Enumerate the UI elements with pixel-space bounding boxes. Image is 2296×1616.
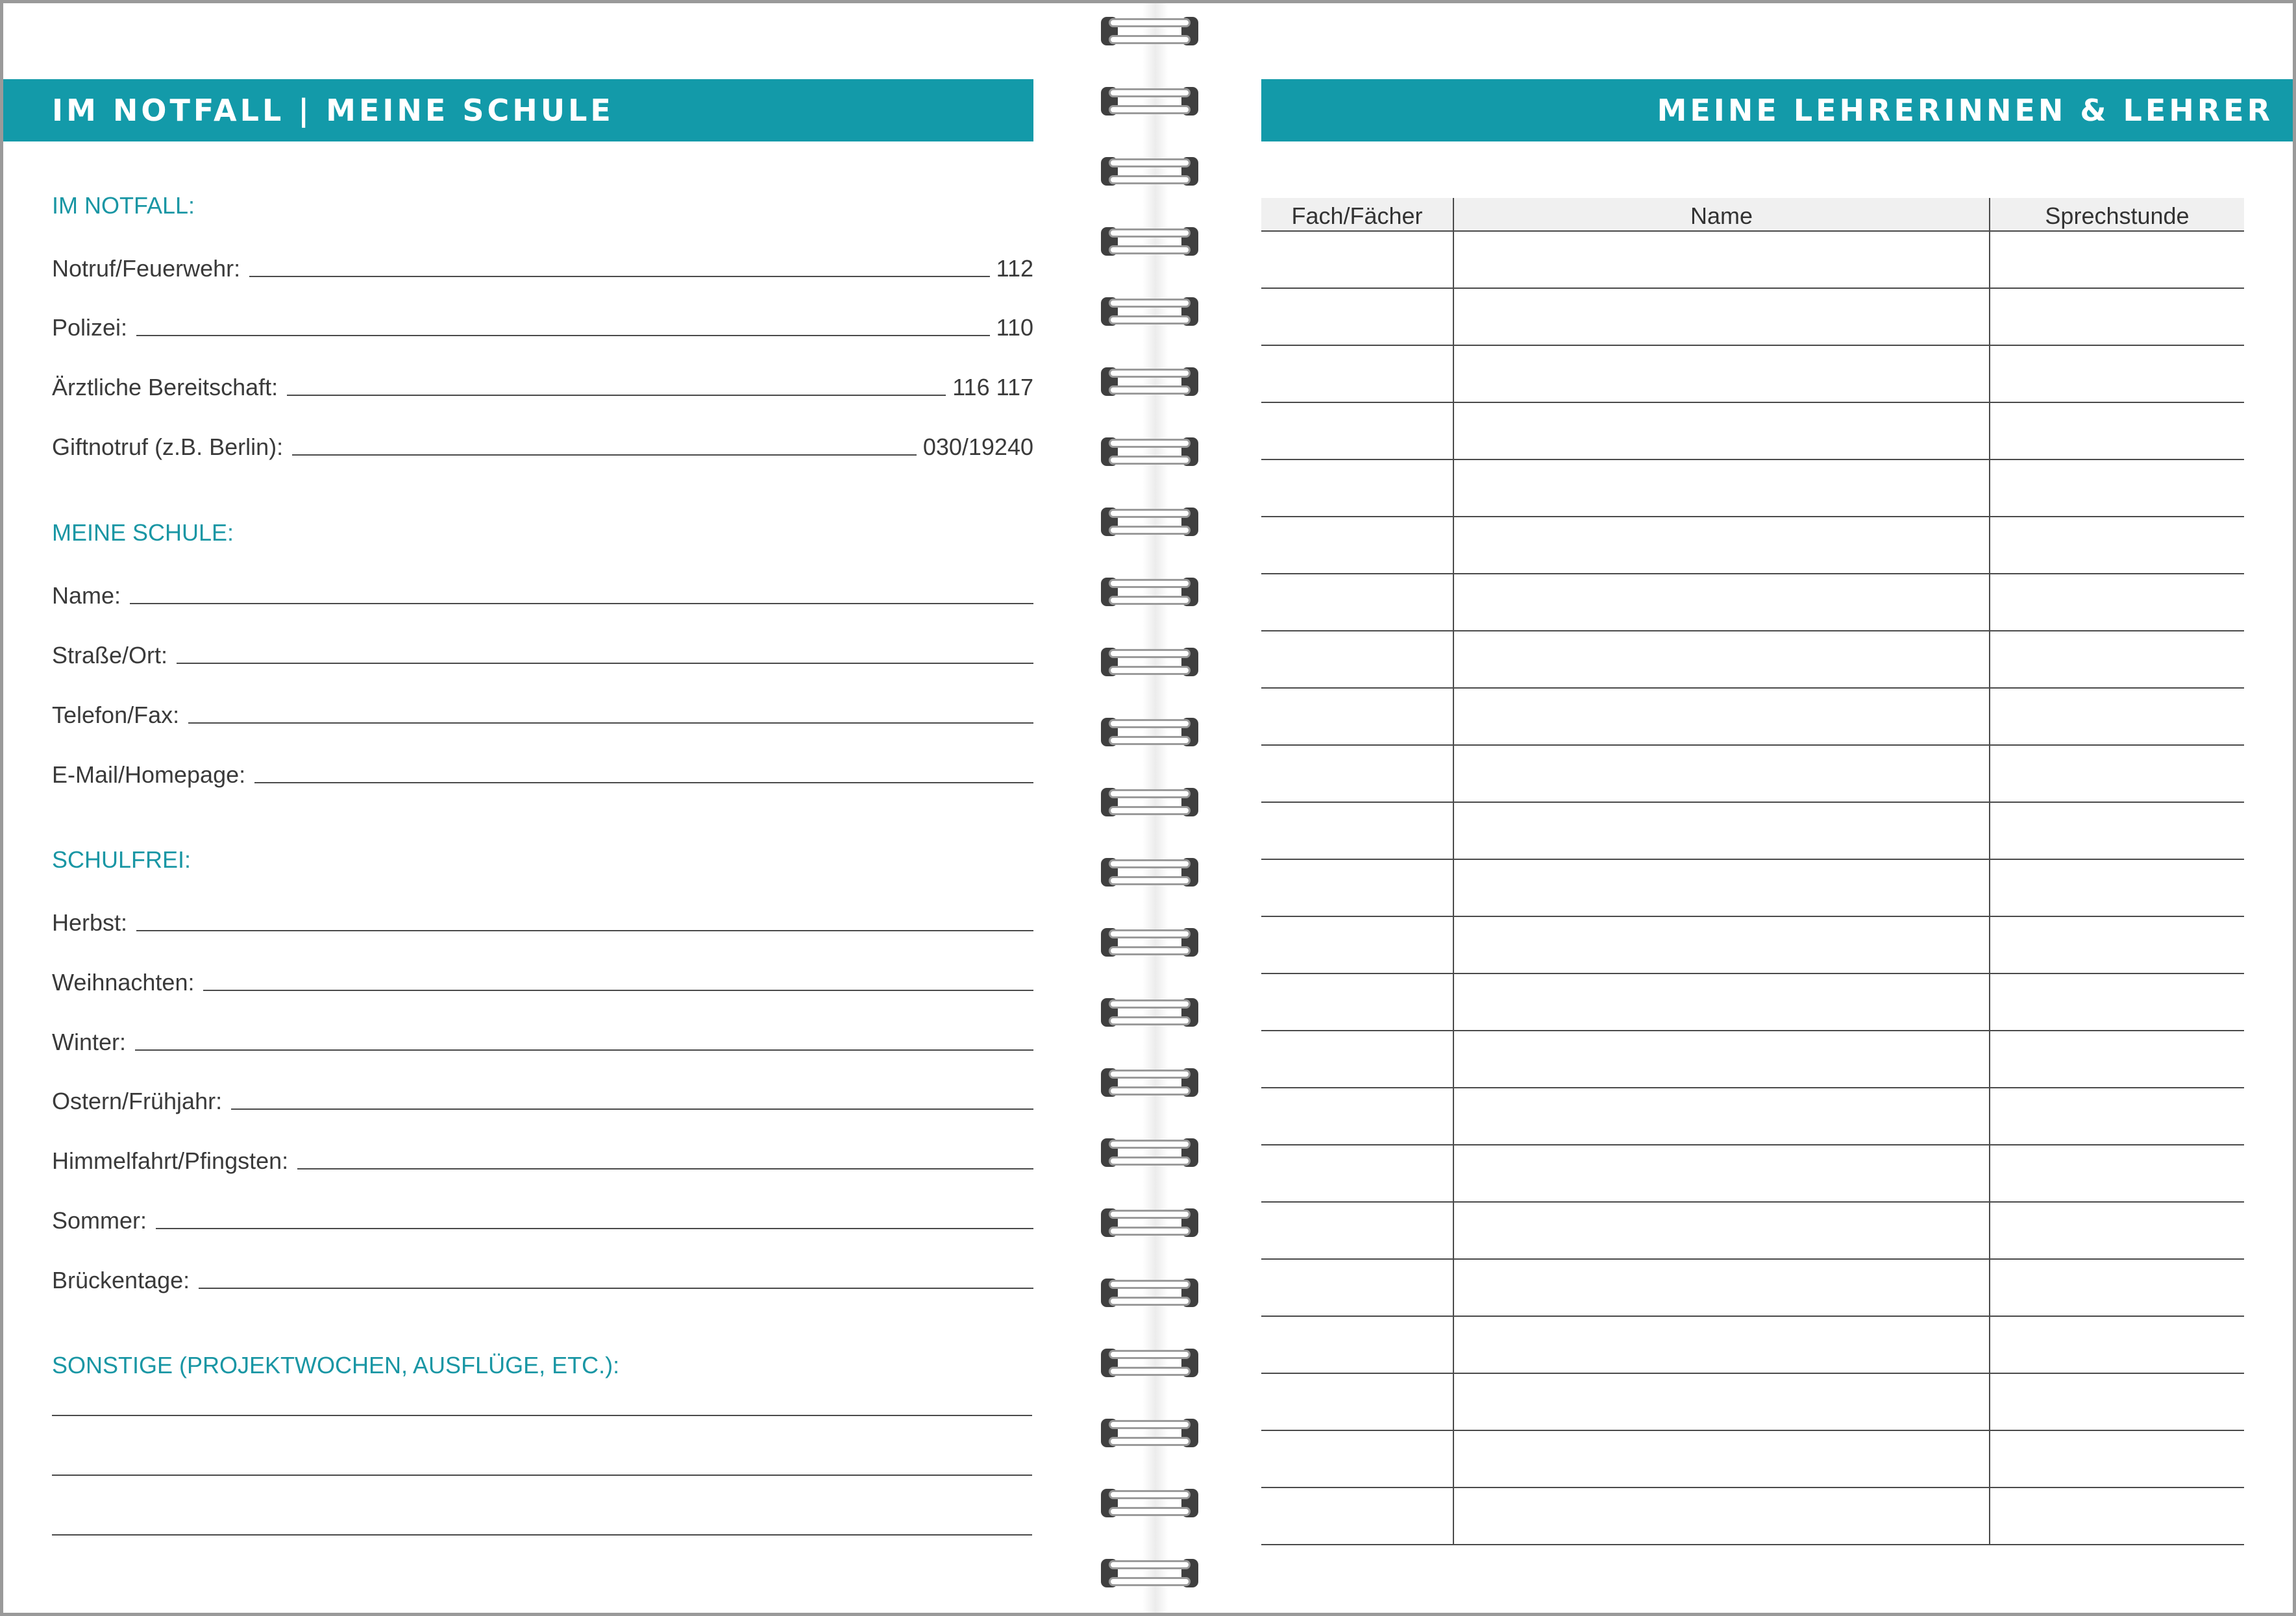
binding-wire: [1109, 1227, 1191, 1236]
holiday-row-winter[interactable]: [52, 1023, 1033, 1055]
binding-ring: [1101, 1556, 1198, 1590]
table-cell[interactable]: [1453, 459, 1990, 517]
table-cell[interactable]: [1990, 745, 2244, 802]
binding-wire: [1109, 456, 1191, 465]
binding-wire: [1109, 1420, 1191, 1429]
binding-ring: [1101, 505, 1198, 539]
binding-ring: [1101, 855, 1198, 889]
table-row: [1261, 1373, 2244, 1430]
table-cell[interactable]: [1990, 1430, 2244, 1487]
fill-in-line[interactable]: [287, 394, 946, 396]
holidays-heading: SCHULFREI:: [52, 846, 191, 873]
table-cell[interactable]: [1261, 1316, 1453, 1373]
binding-wire: [1109, 526, 1191, 535]
table-row: [1261, 1430, 2244, 1487]
fill-in-line[interactable]: [292, 454, 917, 456]
column-header-office-hours: Sprechstunde: [1990, 198, 2244, 231]
table-cell[interactable]: [1453, 345, 1990, 402]
table-cell[interactable]: [1453, 688, 1990, 745]
binding-wire: [1109, 1297, 1191, 1306]
table-row: [1261, 574, 2244, 631]
binding-wire: [1109, 369, 1191, 378]
table-cell[interactable]: [1453, 1145, 1990, 1202]
binding-wire: [1109, 1577, 1191, 1586]
binding-ring: [1101, 1486, 1198, 1520]
form-label: Himmelfahrt/Pfingsten:: [52, 1147, 289, 1174]
table-row: [1261, 1487, 2244, 1545]
school-row-name[interactable]: [52, 576, 1033, 609]
binding-wire: [1109, 175, 1191, 184]
table-cell[interactable]: [1453, 1373, 1990, 1430]
table-cell[interactable]: [1990, 459, 2244, 517]
binding-wire: [1109, 946, 1191, 955]
binding-wire: [1109, 929, 1191, 938]
table-header-row: [1261, 198, 2244, 231]
table-row: [1261, 973, 2244, 1031]
table-cell[interactable]: [1261, 631, 1453, 688]
table-cell[interactable]: [1261, 517, 1453, 574]
binding-ring: [1101, 154, 1198, 188]
table-row: [1261, 345, 2244, 402]
binding-wire: [1109, 1140, 1191, 1149]
binding-wire: [1109, 859, 1191, 868]
table-row: [1261, 859, 2244, 916]
table-cell[interactable]: [1990, 859, 2244, 916]
table-cell[interactable]: [1990, 517, 2244, 574]
binding-wire: [1109, 1490, 1191, 1499]
binding-ring: [1101, 715, 1198, 749]
binding-ring: [1101, 1066, 1198, 1099]
fill-in-line[interactable]: [177, 662, 1033, 664]
table-cell[interactable]: [1453, 1088, 1990, 1145]
table-cell[interactable]: [1990, 1145, 2244, 1202]
table-cell[interactable]: [1261, 459, 1453, 517]
table-cell[interactable]: [1990, 1259, 2244, 1316]
table-cell[interactable]: [1261, 1031, 1453, 1088]
table-cell[interactable]: [1453, 631, 1990, 688]
table-cell[interactable]: [1261, 973, 1453, 1031]
holiday-row-pentecost[interactable]: [52, 1142, 1033, 1174]
table-cell[interactable]: [1453, 1031, 1990, 1088]
table-cell[interactable]: [1453, 802, 1990, 859]
binding-ring: [1101, 84, 1198, 118]
table-cell[interactable]: [1990, 688, 2244, 745]
table-cell[interactable]: [1261, 916, 1453, 973]
table-row: [1261, 1259, 2244, 1316]
table-cell[interactable]: [1453, 745, 1990, 802]
form-label: Polizei:: [52, 314, 128, 341]
binding-wire: [1109, 315, 1191, 324]
fill-in-line[interactable]: [231, 1108, 1033, 1110]
table-cell[interactable]: [1261, 802, 1453, 859]
binding-ring: [1101, 785, 1198, 819]
emergency-heading: IM NOTFALL:: [52, 192, 195, 219]
holiday-row-summer[interactable]: [52, 1201, 1033, 1234]
table-cell[interactable]: [1990, 1088, 2244, 1145]
school-row-phone[interactable]: [52, 696, 1033, 728]
form-label: Ostern/Frühjahr:: [52, 1088, 223, 1114]
binding-ring: [1101, 1346, 1198, 1380]
phone-number: 110: [996, 314, 1033, 341]
table-row: [1261, 745, 2244, 802]
binding-wire: [1109, 105, 1191, 114]
table-cell[interactable]: [1990, 1202, 2244, 1259]
binding-ring: [1101, 1276, 1198, 1310]
phone-number: 112: [996, 255, 1033, 282]
table-cell[interactable]: [1453, 231, 1990, 288]
binding-wire: [1109, 158, 1191, 167]
binding-wire: [1109, 1560, 1191, 1569]
fill-in-line[interactable]: [254, 781, 1033, 783]
binding-wire: [1109, 999, 1191, 1009]
table-cell[interactable]: [1453, 1202, 1990, 1259]
binding-ring: [1101, 1206, 1198, 1240]
binding-wire: [1109, 1016, 1191, 1025]
table-row: [1261, 1088, 2244, 1145]
table-cell[interactable]: [1990, 916, 2244, 973]
table-row: [1261, 802, 2244, 859]
table-cell[interactable]: [1990, 402, 2244, 459]
table-cell[interactable]: [1990, 1031, 2244, 1088]
binding-wire: [1109, 509, 1191, 518]
spiral-binding: [1078, 0, 1220, 1616]
emergency-row-poison[interactable]: [52, 428, 1033, 460]
binding-wire: [1109, 719, 1191, 728]
table-cell[interactable]: [1261, 574, 1453, 631]
binding-ring: [1101, 1416, 1198, 1450]
table-row: [1261, 916, 2244, 973]
binding-ring: [1101, 575, 1198, 609]
form-label: Name:: [52, 582, 121, 609]
form-label: Telefon/Fax:: [52, 702, 180, 728]
form-label: Weihnachten:: [52, 969, 195, 996]
holiday-row-christmas[interactable]: [52, 963, 1033, 996]
school-heading: MEINE SCHULE:: [52, 519, 234, 546]
table-row: [1261, 402, 2244, 459]
binding-wire: [1109, 299, 1191, 308]
right-page-banner: MEINE LEHRERINNEN & LEHRER: [1261, 79, 2296, 141]
fill-in-line[interactable]: [130, 602, 1033, 604]
left-page: [0, 0, 1065, 1616]
fill-in-line[interactable]: [136, 929, 1033, 931]
table-row: [1261, 1202, 2244, 1259]
binding-wire: [1109, 1070, 1191, 1079]
binding-wire: [1109, 806, 1191, 815]
column-header-name: Name: [1453, 198, 1990, 231]
form-label: Winter:: [52, 1029, 127, 1055]
table-cell[interactable]: [1261, 1202, 1453, 1259]
table-cell[interactable]: [1453, 1259, 1990, 1316]
table-row: [1261, 517, 2244, 574]
phone-number: 116 117: [952, 374, 1033, 400]
table-cell[interactable]: [1261, 859, 1453, 916]
binding-wire: [1109, 1280, 1191, 1289]
holiday-row-bridge-days[interactable]: [52, 1261, 1033, 1293]
binding-ring: [1101, 645, 1198, 679]
table-cell[interactable]: [1453, 1487, 1990, 1545]
holiday-row-autumn[interactable]: [52, 903, 1033, 936]
binding-wire: [1109, 1507, 1191, 1516]
fill-in-line[interactable]: [135, 1049, 1033, 1051]
notes-line[interactable]: [52, 1415, 1032, 1416]
table-cell[interactable]: [1990, 1316, 2244, 1373]
fill-in-line[interactable]: [188, 722, 1033, 724]
table-cell[interactable]: [1261, 1430, 1453, 1487]
notes-line[interactable]: [52, 1475, 1032, 1476]
binding-wire: [1109, 1157, 1191, 1166]
form-label: Brückentage:: [52, 1267, 190, 1293]
table-cell[interactable]: [1990, 345, 2244, 402]
form-label: Sommer:: [52, 1207, 147, 1234]
table-cell[interactable]: [1990, 973, 2244, 1031]
teacher-table: [1261, 198, 2244, 1545]
table-row: [1261, 688, 2244, 745]
table-cell[interactable]: [1990, 1373, 2244, 1430]
binding-wire: [1109, 1086, 1191, 1096]
binding-wire: [1109, 439, 1191, 448]
table-cell[interactable]: [1261, 1373, 1453, 1430]
binding-wire: [1109, 1437, 1191, 1446]
fill-in-line[interactable]: [203, 989, 1033, 991]
table-cell[interactable]: [1453, 916, 1990, 973]
table-row: [1261, 1031, 2244, 1088]
binding-wire: [1109, 1367, 1191, 1376]
fill-in-line[interactable]: [136, 334, 990, 336]
fill-in-line[interactable]: [249, 275, 989, 277]
emergency-row-fire[interactable]: [52, 249, 1033, 282]
binding-ring: [1101, 295, 1198, 328]
binding-ring: [1101, 925, 1198, 959]
table-cell[interactable]: [1453, 859, 1990, 916]
table-cell[interactable]: [1453, 574, 1990, 631]
fill-in-line[interactable]: [297, 1168, 1033, 1169]
phone-number: 030/19240: [922, 434, 1033, 460]
form-label: Straße/Ort:: [52, 642, 168, 668]
fill-in-line[interactable]: [156, 1227, 1033, 1229]
table-cell[interactable]: [1453, 402, 1990, 459]
table-row: [1261, 1316, 2244, 1373]
binding-wire: [1109, 596, 1191, 605]
form-label: Giftnotruf (z.B. Berlin):: [52, 434, 284, 460]
table-row: [1261, 459, 2244, 517]
binding-ring: [1101, 225, 1198, 258]
table-cell[interactable]: [1453, 288, 1990, 345]
table-cell[interactable]: [1453, 517, 1990, 574]
binding-wire: [1109, 35, 1191, 44]
binding-wire: [1109, 1210, 1191, 1219]
table-cell[interactable]: [1990, 288, 2244, 345]
column-header-subject: Fach/Fächer: [1261, 198, 1453, 231]
binding-wire: [1109, 18, 1191, 27]
right-page: [1233, 0, 2296, 1616]
form-label: E-Mail/Homepage:: [52, 761, 246, 788]
table-cell[interactable]: [1261, 345, 1453, 402]
table-cell[interactable]: [1261, 231, 1453, 288]
binding-wire: [1109, 789, 1191, 798]
binding-wire: [1109, 1350, 1191, 1359]
table-row: [1261, 231, 2244, 288]
form-label: Herbst:: [52, 909, 128, 936]
table-row: [1261, 1145, 2244, 1202]
form-label: Notruf/Feuerwehr:: [52, 255, 241, 282]
table-cell[interactable]: [1990, 231, 2244, 288]
table-cell[interactable]: [1453, 973, 1990, 1031]
table-cell[interactable]: [1261, 1145, 1453, 1202]
school-row-email[interactable]: [52, 755, 1033, 788]
binding-wire: [1109, 876, 1191, 885]
left-page-banner: IM NOTFALL | MEINE SCHULE: [3, 79, 1033, 141]
fill-in-line[interactable]: [199, 1287, 1033, 1289]
table-cell[interactable]: [1990, 802, 2244, 859]
binding-ring: [1101, 1136, 1198, 1169]
table-cell[interactable]: [1261, 1088, 1453, 1145]
notes-line[interactable]: [52, 1534, 1032, 1536]
table-cell[interactable]: [1990, 631, 2244, 688]
table-cell[interactable]: [1453, 1316, 1990, 1373]
binding-wire: [1109, 736, 1191, 745]
table-cell[interactable]: [1990, 1487, 2244, 1545]
table-cell[interactable]: [1261, 688, 1453, 745]
form-label: Ärztliche Bereitschaft:: [52, 374, 278, 400]
binding-wire: [1109, 245, 1191, 254]
other-heading: SONSTIGE (PROJEKTWOCHEN, AUSFLÜGE, ETC.):: [52, 1352, 620, 1378]
binding-ring: [1101, 365, 1198, 398]
binding-wire: [1109, 649, 1191, 658]
binding-ring: [1101, 996, 1198, 1029]
emergency-row-police[interactable]: [52, 308, 1033, 341]
binding-wire: [1109, 88, 1191, 97]
table-cell[interactable]: [1990, 574, 2244, 631]
binding-ring: [1101, 14, 1198, 48]
binding-wire: [1109, 579, 1191, 588]
binding-wire: [1109, 386, 1191, 395]
table-cell[interactable]: [1453, 1430, 1990, 1487]
table-cell[interactable]: [1261, 288, 1453, 345]
school-row-address[interactable]: [52, 636, 1033, 668]
table-row: [1261, 288, 2244, 345]
table-row: [1261, 631, 2244, 688]
binding-wire: [1109, 666, 1191, 675]
holiday-row-easter[interactable]: [52, 1082, 1033, 1114]
table-cell[interactable]: [1261, 745, 1453, 802]
binding-ring: [1101, 435, 1198, 469]
table-cell[interactable]: [1261, 402, 1453, 459]
table-cell[interactable]: [1261, 1487, 1453, 1545]
emergency-row-doctor[interactable]: [52, 368, 1033, 400]
binding-wire: [1109, 228, 1191, 238]
table-cell[interactable]: [1261, 1259, 1453, 1316]
